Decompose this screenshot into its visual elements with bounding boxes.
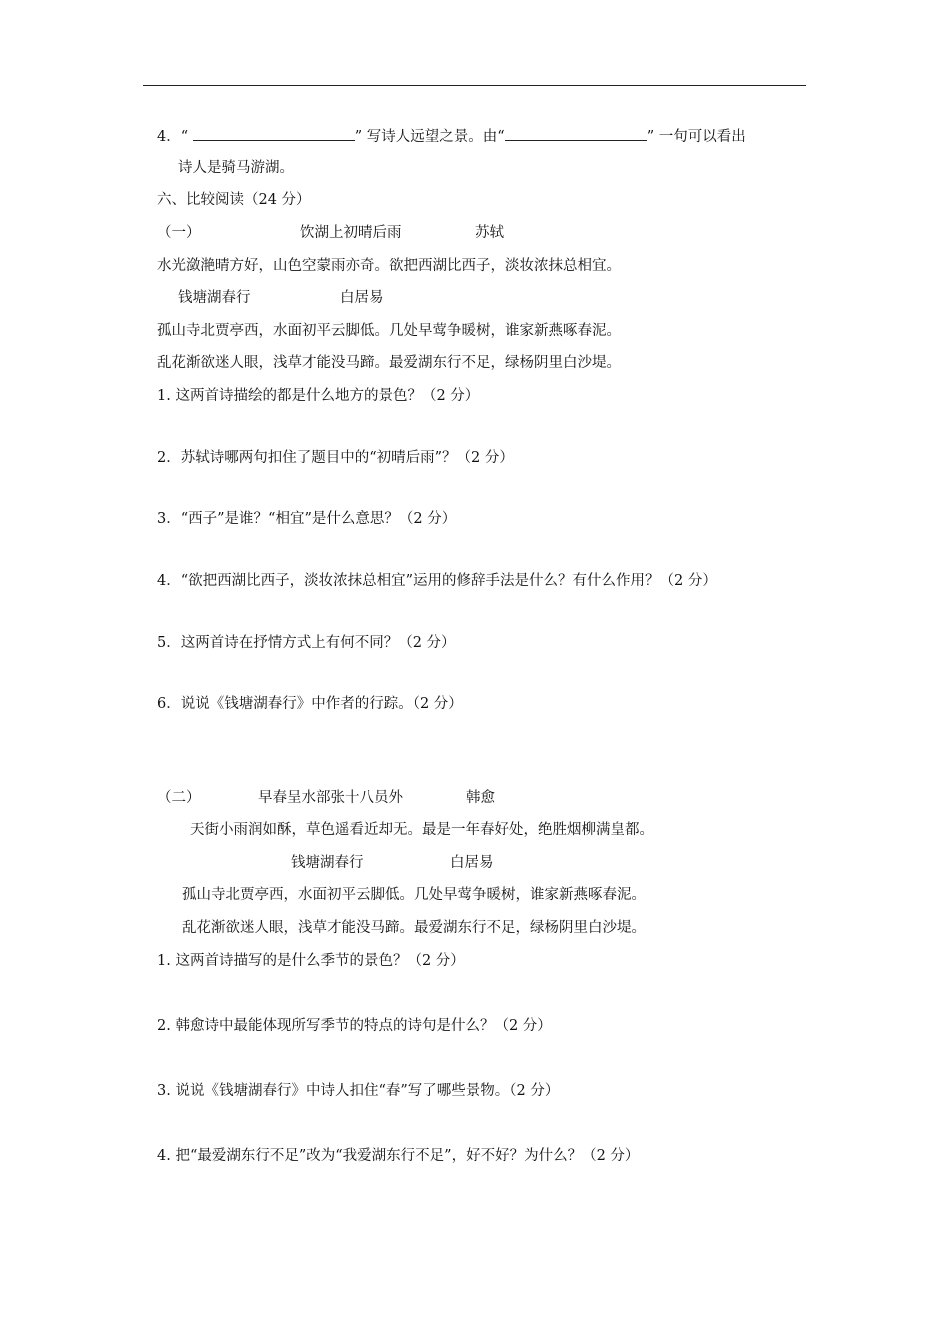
poem-title: 早春呈水部张十八员外 [258, 790, 403, 806]
question-4-suffix: ” 一句可以看出 [646, 129, 746, 145]
question-item: 2. 韩愈诗中最能体现所写季节的特点的诗句是什么？（2 分） [157, 1018, 552, 1034]
question-item: 6．说说《钱塘湖春行》中作者的行踪。（2 分） [157, 696, 463, 712]
question-item: 4．“欲把西湖比西子，淡妆浓抹总相宜”运用的修辞手法是什么？有什么作用？（2 分） [157, 573, 717, 589]
question-item: 4. 把“最爱湖东行不足”改为“我爱湖东行不足”，好不好？为什么？（2 分） [157, 1148, 640, 1164]
poem-author: 白居易 [450, 855, 494, 871]
part-2-label: （二） [157, 790, 201, 806]
poem-line: 乱花渐欲迷人眼，浅草才能没马蹄。最爱湖东行不足，绿杨阴里白沙堤。 [157, 355, 621, 371]
poem-line: 水光潋滟晴方好，山色空蒙雨亦奇。欲把西湖比西子，淡妆浓抹总相宜。 [157, 258, 621, 274]
part-1-label: （一） [157, 225, 201, 241]
question-item: 5．这两首诗在抒情方式上有何不同？（2 分） [157, 635, 456, 651]
question-item: 3．“西子”是谁？“相宜”是什么意思？（2 分） [157, 511, 457, 527]
poem-line: 乱花渐欲迷人眼，浅草才能没马蹄。最爱湖东行不足，绿杨阴里白沙堤。 [182, 920, 646, 936]
poem-title: 饮湖上初晴后雨 [300, 225, 402, 241]
poem-author: 白居易 [340, 290, 384, 306]
question-4-line2: 诗人是骑马游湖。 [178, 160, 294, 176]
question-item: 3. 说说《钱塘湖春行》中诗人扣住“春”写了哪些景物。（2 分） [157, 1083, 560, 1099]
poem-line: 孤山寺北贾亭西，水面初平云脚低。几处早莺争暖树，谁家新燕啄春泥。 [157, 323, 621, 339]
question-4-middle: ” 写诗人远望之景。由“ [354, 129, 505, 145]
poem-line: 天街小雨润如酥，草色遥看近却无。最是一年春好处，绝胜烟柳满皇都。 [190, 822, 654, 838]
question-4-prefix: 4．“ [157, 129, 193, 145]
poem-author: 苏轼 [475, 225, 504, 241]
poem-title: 钱塘湖春行 [178, 290, 251, 306]
header-rule [143, 85, 806, 86]
question-item: 1. 这两首诗描写的是什么季节的景色？（2 分） [157, 953, 465, 969]
question-4-fill-blank [157, 126, 746, 147]
question-item: 1. 这两首诗描绘的都是什么地方的景色？（2 分） [157, 388, 480, 404]
answer-blank-2[interactable] [505, 126, 647, 141]
answer-blank-1[interactable] [193, 126, 355, 141]
question-item: 2．苏轼诗哪两句扣住了题目中的“初晴后雨”？（2 分） [157, 450, 514, 466]
section-heading: 六、比较阅读（24 分） [157, 192, 311, 208]
poem-author: 韩愈 [466, 790, 495, 806]
poem-line: 孤山寺北贾亭西，水面初平云脚低。几处早莺争暖树，谁家新燕啄春泥。 [182, 887, 646, 903]
poem-title: 钱塘湖春行 [291, 855, 364, 871]
